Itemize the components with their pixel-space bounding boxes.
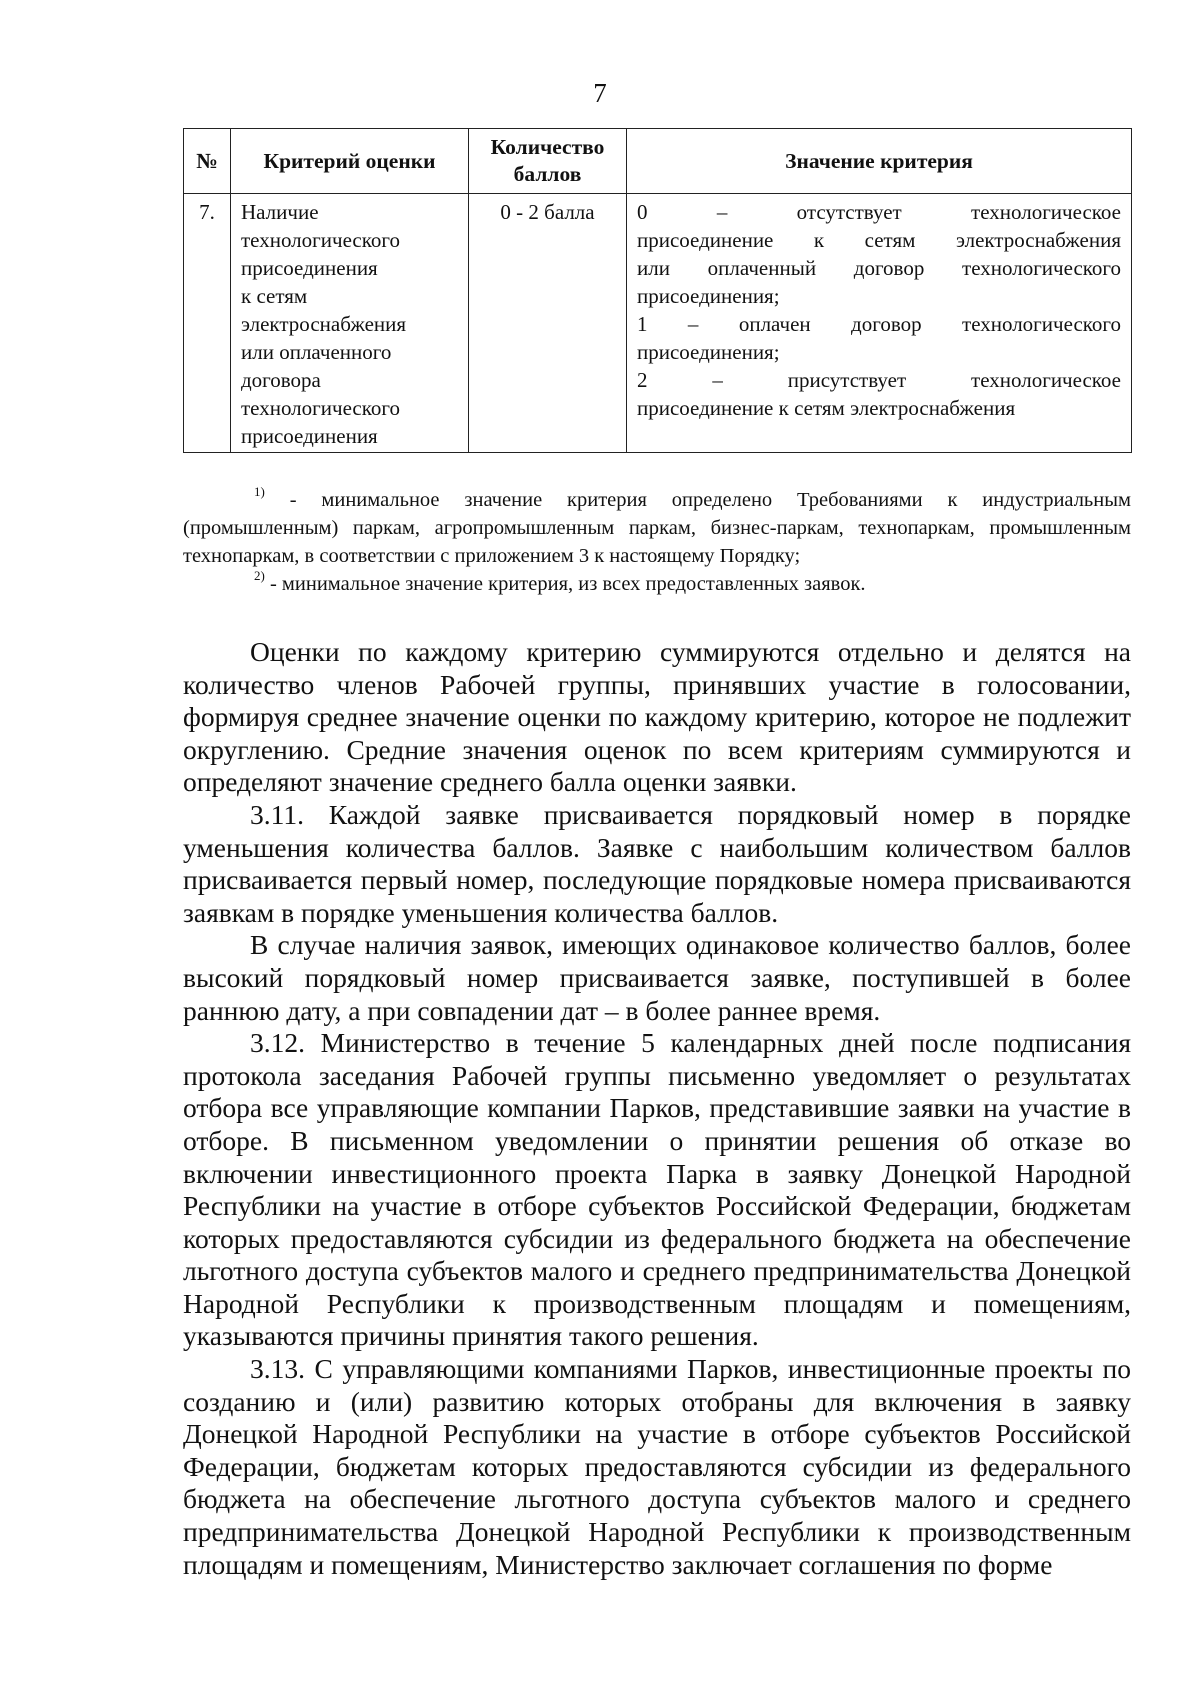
row-value [627, 194, 1132, 453]
criterion-line: присоединения [241, 256, 378, 280]
criterion-line: присоединения [241, 424, 378, 448]
row-criterion [231, 194, 469, 453]
value-line: присоединение к сетям электроснабжения [637, 228, 1121, 252]
value-line: или оплаченный договор технологического [637, 256, 1121, 280]
table-header-row [184, 129, 1132, 194]
criterion-line: электроснабжения [241, 312, 407, 336]
row-number: 7. [184, 194, 231, 453]
footnote-mark: 1) [254, 484, 265, 500]
footnote-1 [183, 486, 1131, 570]
header-score: Количество баллов [469, 129, 627, 194]
header-number: № [184, 129, 231, 194]
page-number: 7 [593, 78, 607, 108]
value-line: 2 – присутствует технологическое [637, 368, 1121, 392]
footnotes [183, 486, 1131, 598]
value-line: 1 – оплачен договор технологического [637, 312, 1121, 336]
footnote-2 [183, 570, 1131, 598]
paragraph: В случае наличия заявок, имеющих одинаковое количество баллов, более высокий порядковый номер присваивается заявке, поступившей в более раннюю дату, а при совпадении дат – в более раннее время. [183, 929, 1131, 1026]
paragraph: 3.12. Министерство в течение 5 календарных дней после подписания протокола заседания Рабочей группы письменно уведомляет о результатах отбора все управляющие компании Парков, представившие заявки на участие в отборе. В письменном уведомлении о принятии решения об отказе во включении инвестиционного проекта Парка в заявку Донецкой Народной Республики на участие в отборе субъектов Российской Федерации, бюджетам которых предоставляются субсидии из федерального бюджета на обеспечение льготного доступа субъектов малого и среднего предпринимательства Донецкой Народной Республики к производственным площадям и помещениям, указываются причины принятия такого решения. [183, 1027, 1131, 1352]
criterion-line: технологического [241, 228, 400, 252]
paragraph: Оценки по каждому критерию суммируются отдельно и делятся на количество членов Рабочей группы, принявших участие в голосовании, формируя среднее значение оценки по каждому критерию, которое не подлежит округлению. Средние значения оценок по всем критериям суммируются и определяют значение среднего балла оценки заявки. [183, 636, 1131, 798]
value-line: 0 – отсутствует технологическое [637, 200, 1121, 224]
header-criterion: Критерий оценки [231, 129, 469, 194]
criterion-line: или оплаченного [241, 340, 392, 364]
criterion-line: договора [241, 368, 321, 392]
row-score: 0 - 2 балла [469, 194, 627, 453]
value-line: присоединения; [637, 284, 780, 308]
criterion-line: технологического [241, 396, 400, 420]
header-value: Значение критерия [627, 129, 1132, 194]
criterion-line: к сетям [241, 284, 308, 308]
paragraph: 3.11. Каждой заявке присваивается порядковый номер в порядке уменьшения количества баллов. Заявке с наибольшим количеством баллов присваивается первый номер, последующие порядковые номера присваиваются заявкам в порядке уменьшения количества баллов. [183, 798, 1131, 928]
footnote-mark: 2) [254, 568, 265, 584]
body-text [183, 636, 1131, 1581]
footnote-text: - минимальное значение критерия, из всех предоставленных заявок. [269, 573, 866, 595]
value-line: присоединение к сетям электроснабжения [637, 396, 1016, 420]
paragraph: 3.13. С управляющими компаниями Парков, инвестиционные проекты по созданию и (или) развитию которых отобраны для включения в заявку Донецкой Народной Республики на участие в отборе субъектов Российской Федерации, бюджетам которых предоставляются субсидии из федерального бюджета на обеспечение льготного доступа субъектов малого и среднего предпринимательства Донецкой Народной Республики к производственным площадям и помещениям, Министерство заключает соглашения по форме [183, 1353, 1131, 1580]
criterion-line: Наличие [241, 200, 319, 224]
table-row [184, 194, 1132, 453]
footnote-text: - минимальное значение критерия определено Требованиями к индустриальным (промышленным) паркам, агропромышленным паркам, бизнес-паркам, технопаркам, промышленным технопаркам, в соответствии с приложением 3 к настоящему Порядку; [183, 489, 1132, 567]
value-line: присоединения; [637, 340, 780, 364]
criteria-table [183, 128, 1132, 453]
